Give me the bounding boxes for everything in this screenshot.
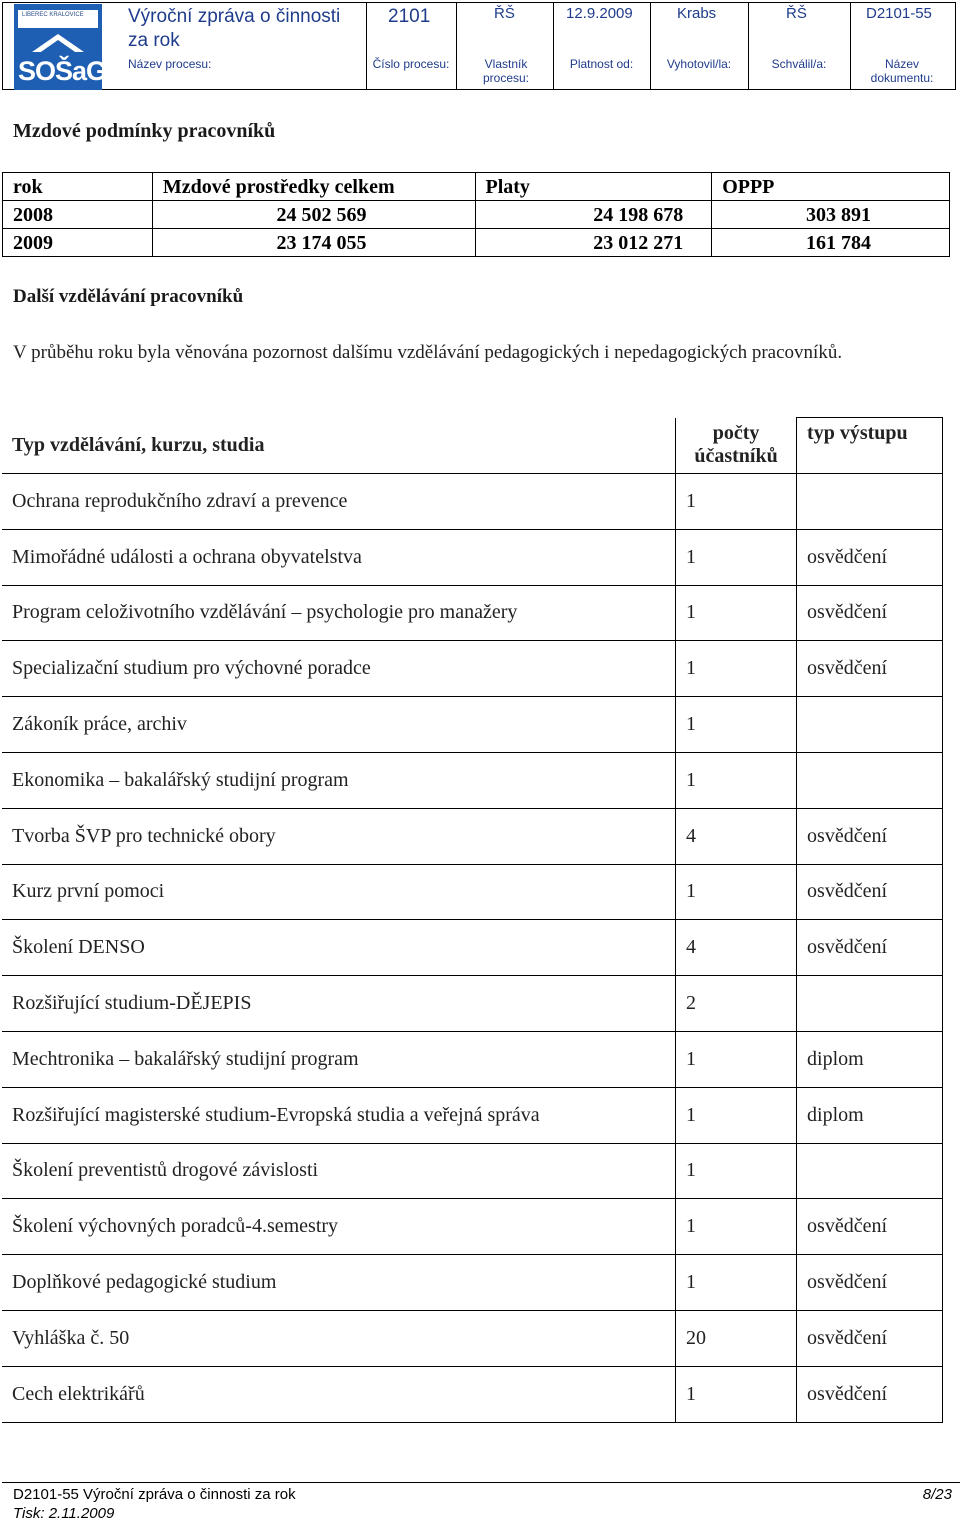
course-name-cell: Ekonomika – bakalářský studijní program (2, 752, 676, 808)
table-row (2, 1031, 943, 1087)
participants-cell: 1 (676, 1031, 797, 1087)
oppp-cell: 161 784 (712, 229, 950, 257)
footer-document-title: D2101-55 Výroční zpráva o činnosti za rok (13, 1486, 296, 1503)
output-type-cell: osvědčení (797, 1310, 943, 1366)
header-owner: ŘŠ (494, 5, 515, 22)
table-row (2, 808, 943, 864)
table-row (2, 1366, 943, 1422)
table-row (2, 1310, 943, 1366)
table-row (2, 1143, 943, 1199)
education-table (2, 417, 943, 1423)
course-name-cell: Doplňkové pedagogické studium (2, 1255, 676, 1311)
header-course-type: Typ vzdělávání, kurzu, studia (2, 418, 676, 474)
output-type-cell (797, 976, 943, 1032)
table-row (2, 641, 943, 697)
label-prepared-by: Vyhotovil/la: (666, 57, 732, 71)
table-header-row (3, 173, 950, 201)
course-name-cell: Tvorba ŠVP pro technické obory (2, 808, 676, 864)
course-name-cell: Rozšiřující studium-DĚJEPIS (2, 976, 676, 1032)
participants-cell: 1 (676, 1366, 797, 1422)
participants-cell: 1 (676, 585, 797, 641)
participants-cell: 1 (676, 752, 797, 808)
output-type-cell: osvědčení (797, 529, 943, 585)
course-name-cell: Rozšiřující magisterské studium-Evropská studia a veřejná správa (2, 1087, 676, 1143)
output-type-cell (797, 697, 943, 753)
header-cell: rok (3, 173, 153, 201)
label-valid-from: Platnost od: (569, 57, 634, 71)
participants-cell: 1 (676, 1255, 797, 1311)
table-row (3, 229, 950, 257)
participants-cell: 1 (676, 474, 797, 530)
total-cell: 23 174 055 (152, 229, 475, 257)
header-cell: Platy (475, 173, 712, 201)
header-prepared-by: Krabs (677, 5, 717, 22)
course-name-cell: Mimořádné události a ochrana obyvatelstva (2, 529, 676, 585)
intro-paragraph: V průběhu roku byla věnována pozornost dalšímu vzdělávání pedagogických i nepedagogických pracovníků. (13, 342, 843, 363)
course-name-cell: Kurz první pomoci (2, 864, 676, 920)
label-owner: Vlastník procesu: (482, 57, 530, 85)
footer-page-number: 8/23 (922, 1486, 952, 1503)
output-type-cell: diplom (797, 1031, 943, 1087)
output-type-cell (797, 474, 943, 530)
table-row (3, 201, 950, 229)
output-type-cell: osvědčení (797, 808, 943, 864)
table-row (2, 864, 943, 920)
footer-rule (2, 1482, 960, 1483)
header-cell: Mzdové prostředky celkem (152, 173, 475, 201)
output-type-cell: osvědčení (797, 641, 943, 697)
course-name-cell: Školení preventistů drogové závislosti (2, 1143, 676, 1199)
participants-cell: 1 (676, 529, 797, 585)
header-valid-from: 12.9.2009 (566, 5, 633, 22)
header-cell: OPPP (712, 173, 950, 201)
header-document-name: D2101-55 (866, 5, 932, 22)
participants-cell: 1 (676, 697, 797, 753)
table-row (2, 1087, 943, 1143)
total-cell: 24 502 569 (152, 201, 475, 229)
header-process-number: 2101 (388, 6, 431, 27)
oppp-cell: 303 891 (712, 201, 950, 229)
label-approved-by: Schválil/a: (771, 57, 827, 71)
output-type-cell (797, 752, 943, 808)
table-row (2, 752, 943, 808)
table-row (2, 585, 943, 641)
course-name-cell: Školení DENSO (2, 920, 676, 976)
course-name-cell: Mechtronika – bakalářský studijní program (2, 1031, 676, 1087)
label-process-name: Název procesu: (128, 57, 212, 71)
participants-cell: 1 (676, 1087, 797, 1143)
course-name-cell: Ochrana reprodukčního zdraví a prevence (2, 474, 676, 530)
output-type-cell: osvědčení (797, 1199, 943, 1255)
table-row (2, 920, 943, 976)
header-participants: počty účastníků (676, 418, 797, 474)
header-title: Výroční zpráva o činnosti za rok (128, 6, 341, 51)
label-process-number: Číslo procesu: (372, 57, 450, 71)
year-cell: 2008 (3, 201, 153, 229)
logo-small-text: LIBEREC KRALOVICE (22, 12, 84, 18)
salary-table (2, 172, 950, 257)
course-name-cell: Specializační studium pro výchovné poradce (2, 641, 676, 697)
section-title-salary: Mzdové podmínky pracovníků (13, 120, 276, 142)
participants-cell: 1 (676, 1143, 797, 1199)
header-output-type: typ výstupu (797, 418, 943, 474)
table-row (2, 697, 943, 753)
output-type-cell: osvědčení (797, 1366, 943, 1422)
salaries-cell: 23 012 271 (475, 229, 712, 257)
output-type-cell: osvědčení (797, 920, 943, 976)
participants-cell: 20 (676, 1310, 797, 1366)
section-title-education: Další vzdělávání pracovníků (13, 286, 244, 307)
school-logo (14, 4, 107, 90)
table-row (2, 976, 943, 1032)
table-row (2, 1199, 943, 1255)
course-name-cell: Program celoživotního vzdělávání – psychologie pro manažery (2, 585, 676, 641)
participants-cell: 1 (676, 1199, 797, 1255)
table-header-row (2, 418, 943, 474)
label-document-name: Název dokumentu: (870, 57, 934, 85)
header-approved-by: ŘŠ (786, 5, 807, 22)
logo-text: SOŠaG (18, 56, 107, 86)
output-type-cell: osvědčení (797, 864, 943, 920)
course-name-cell: Vyhláška č. 50 (2, 1310, 676, 1366)
participants-cell: 1 (676, 641, 797, 697)
salaries-cell: 24 198 678 (475, 201, 712, 229)
course-name-cell: Cech elektrikářů (2, 1366, 676, 1422)
course-name-cell: Školení výchovných poradců-4.semestry (2, 1199, 676, 1255)
participants-cell: 2 (676, 976, 797, 1032)
output-type-cell: diplom (797, 1087, 943, 1143)
participants-cell: 1 (676, 864, 797, 920)
course-name-cell: Zákoník práce, archiv (2, 697, 676, 753)
participants-cell: 4 (676, 808, 797, 864)
year-cell: 2009 (3, 229, 153, 257)
footer-print-date: Tisk: 2.11.2009 (13, 1505, 115, 1522)
table-row (2, 1255, 943, 1311)
participants-cell: 4 (676, 920, 797, 976)
table-row (2, 474, 943, 530)
output-type-cell: osvědčení (797, 1255, 943, 1311)
output-type-cell (797, 1143, 943, 1199)
table-row (2, 529, 943, 585)
output-type-cell: osvědčení (797, 585, 943, 641)
